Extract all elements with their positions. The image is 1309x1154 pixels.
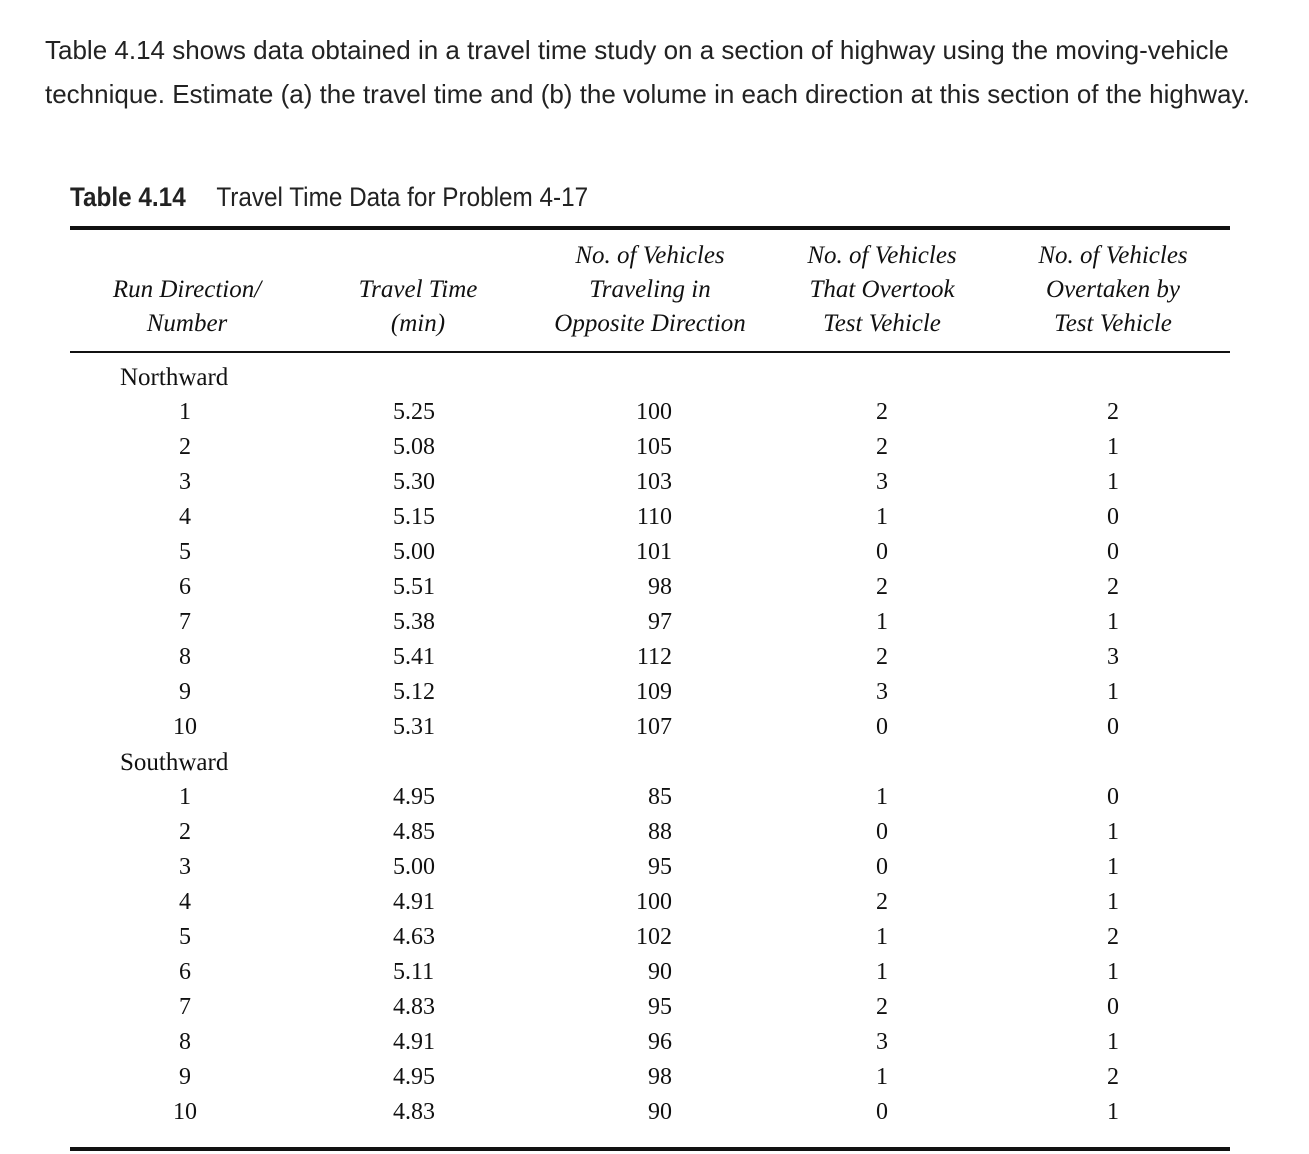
table-row [0,609,1309,644]
table-cell: 0 [876,1099,888,1125]
table-cell: 0 [1107,714,1119,740]
table-row [0,504,1309,539]
table-cell: 3 [179,854,191,880]
table-cell: 101 [636,539,672,565]
table-cell: 4 [179,504,191,530]
table-cell: 3 [876,1029,888,1055]
table-cell: 2 [1107,924,1119,950]
column-header-line: Test Vehicle [1054,310,1172,337]
table-cell: 1 [876,924,888,950]
table-cell: 2 [876,644,888,670]
column-header-line: That Overtook [809,276,955,303]
table-cell: 1 [1107,1099,1119,1125]
table-cell: 6 [179,959,191,985]
table-cell: 4.63 [393,924,435,950]
table-cell: 5.12 [393,679,435,705]
table-cell: 2 [876,399,888,425]
column-header-line: Number [146,310,228,337]
table-cell: 2 [876,434,888,460]
table-cell: 1 [876,959,888,985]
table-row [0,574,1309,609]
table-row [0,819,1309,854]
group-label: Southward [120,749,229,776]
table-cell: 5.00 [393,854,435,880]
table-cell: 4.85 [393,819,435,845]
table-cell: 8 [179,644,191,670]
table-cell: 88 [648,819,672,845]
column-header-line: (min) [390,310,446,337]
table-cell: 2 [1107,399,1119,425]
table-cell: 4.95 [393,1064,435,1090]
table-cell: 5.25 [393,399,435,425]
table-cell: 7 [179,994,191,1020]
table-cell: 98 [648,1064,672,1090]
table-cell: 7 [179,609,191,635]
table-row [0,1099,1309,1134]
table-row [0,539,1309,574]
table-cell: 0 [1107,784,1119,810]
table-cell: 100 [636,399,672,425]
table-cell: 5.51 [393,574,435,600]
table-cell: 1 [1107,469,1119,495]
table-row [0,399,1309,434]
table-cell: 3 [179,469,191,495]
table-cell: 2 [1107,1064,1119,1090]
table-cell: 1 [1107,434,1119,460]
column-header [554,239,745,341]
table-cell: 6 [179,574,191,600]
table-cell: 5.00 [393,539,435,565]
table-cell: 2 [876,994,888,1020]
column-header-line: No. of Vehicles [807,242,957,269]
column-header-line: Overtaken by [1046,276,1180,303]
table-cell: 2 [179,819,191,845]
table-cell: 1 [1107,1029,1119,1055]
table-cell: 1 [179,784,191,810]
table-caption [70,182,588,213]
table-row [0,1029,1309,1064]
table-cell: 2 [876,574,888,600]
table-cell: 4.91 [393,1029,435,1055]
table-cell: 9 [179,1064,191,1090]
column-header [359,273,478,341]
table-cell: 5.31 [393,714,435,740]
column-header-line: Test Vehicle [823,310,941,337]
table-cell: 5.41 [393,644,435,670]
table-cell: 5.11 [393,959,435,985]
table-cell: 0 [1107,994,1119,1020]
table-row [0,644,1309,679]
bottom-rule [70,1147,1230,1151]
table-cell: 109 [636,679,672,705]
table-cell: 2 [179,434,191,460]
table-cell: 107 [636,714,672,740]
table-title: Travel Time Data for Problem 4-17 [216,182,589,212]
table-cell: 95 [648,854,672,880]
table-cell: 98 [648,574,672,600]
table-cell: 9 [179,679,191,705]
table-row [0,889,1309,924]
table-cell: 1 [179,399,191,425]
table-cell: 90 [648,959,672,985]
header-rule [70,351,1230,353]
table-cell: 1 [1107,889,1119,915]
table-cell: 5 [179,924,191,950]
table-cell: 95 [648,994,672,1020]
column-header-line: Opposite Direction [554,310,746,337]
table-cell: 0 [876,714,888,740]
table-cell: 4.83 [393,1099,435,1125]
table-cell: 103 [636,469,672,495]
table-cell: 96 [648,1029,672,1055]
table-cell: 8 [179,1029,191,1055]
column-header-line: Run Direction/ [112,276,262,303]
table-row [0,1064,1309,1099]
table-cell: 102 [636,924,672,950]
table-cell: 100 [636,889,672,915]
problem-statement: Table 4.14 shows data obtained in a travel time study on a section of highway using the moving-vehicle technique. Estimate (a) the travel time and (b) the volume in each direction at this section of the highway. [45,35,1250,109]
table-cell: 85 [648,784,672,810]
group-label: Northward [120,364,229,391]
table-cell: 90 [648,1099,672,1125]
table-cell: 10 [173,1099,197,1125]
table-row [0,854,1309,889]
table-cell: 5.08 [393,434,435,460]
table-cell: 0 [1107,504,1119,530]
table-cell: 1 [876,1064,888,1090]
table-cell: 5 [179,539,191,565]
table-cell: 112 [636,644,672,670]
table-cell: 1 [876,784,888,810]
table-cell: 0 [876,819,888,845]
table-cell: 3 [876,679,888,705]
column-header-line: No. of Vehicles [1038,242,1188,269]
column-header [113,273,261,341]
table-row [0,994,1309,1029]
table-cell: 5.38 [393,609,435,635]
table-cell: 5.15 [393,504,435,530]
column-header-line: Travel Time [358,276,478,303]
table-row [0,469,1309,504]
table-cell: 1 [876,504,888,530]
table-cell: 105 [636,434,672,460]
table-cell: 97 [648,609,672,635]
table-cell: 0 [876,854,888,880]
table-row [0,714,1309,749]
table-cell: 1 [1107,959,1119,985]
table-cell: 4.95 [393,784,435,810]
table-cell: 0 [1107,539,1119,565]
table-cell: 110 [636,504,672,530]
top-rule [70,226,1230,230]
column-header [807,239,956,341]
table-number: Table 4.14 [70,182,186,212]
table-cell: 2 [1107,574,1119,600]
table-row [0,924,1309,959]
table-cell: 1 [1107,819,1119,845]
table-cell: 2 [876,889,888,915]
table-cell: 3 [1107,644,1119,670]
table-cell: 1 [876,609,888,635]
table-cell: 4 [179,889,191,915]
column-header-line: No. of Vehicles [575,242,725,269]
table-cell: 1 [1107,854,1119,880]
table-cell: 1 [1107,609,1119,635]
table-cell: 1 [1107,679,1119,705]
table-row [0,679,1309,714]
table-cell: 3 [876,469,888,495]
table-row [0,434,1309,469]
table-cell: 0 [876,539,888,565]
table-cell: 5.30 [393,469,435,495]
column-header-line: Traveling in [589,276,711,303]
table-row [0,784,1309,819]
table-cell: 4.83 [393,994,435,1020]
table-cell: 4.91 [393,889,435,915]
column-header [1038,239,1187,341]
table-cell: 10 [173,714,197,740]
table-row [0,959,1309,994]
